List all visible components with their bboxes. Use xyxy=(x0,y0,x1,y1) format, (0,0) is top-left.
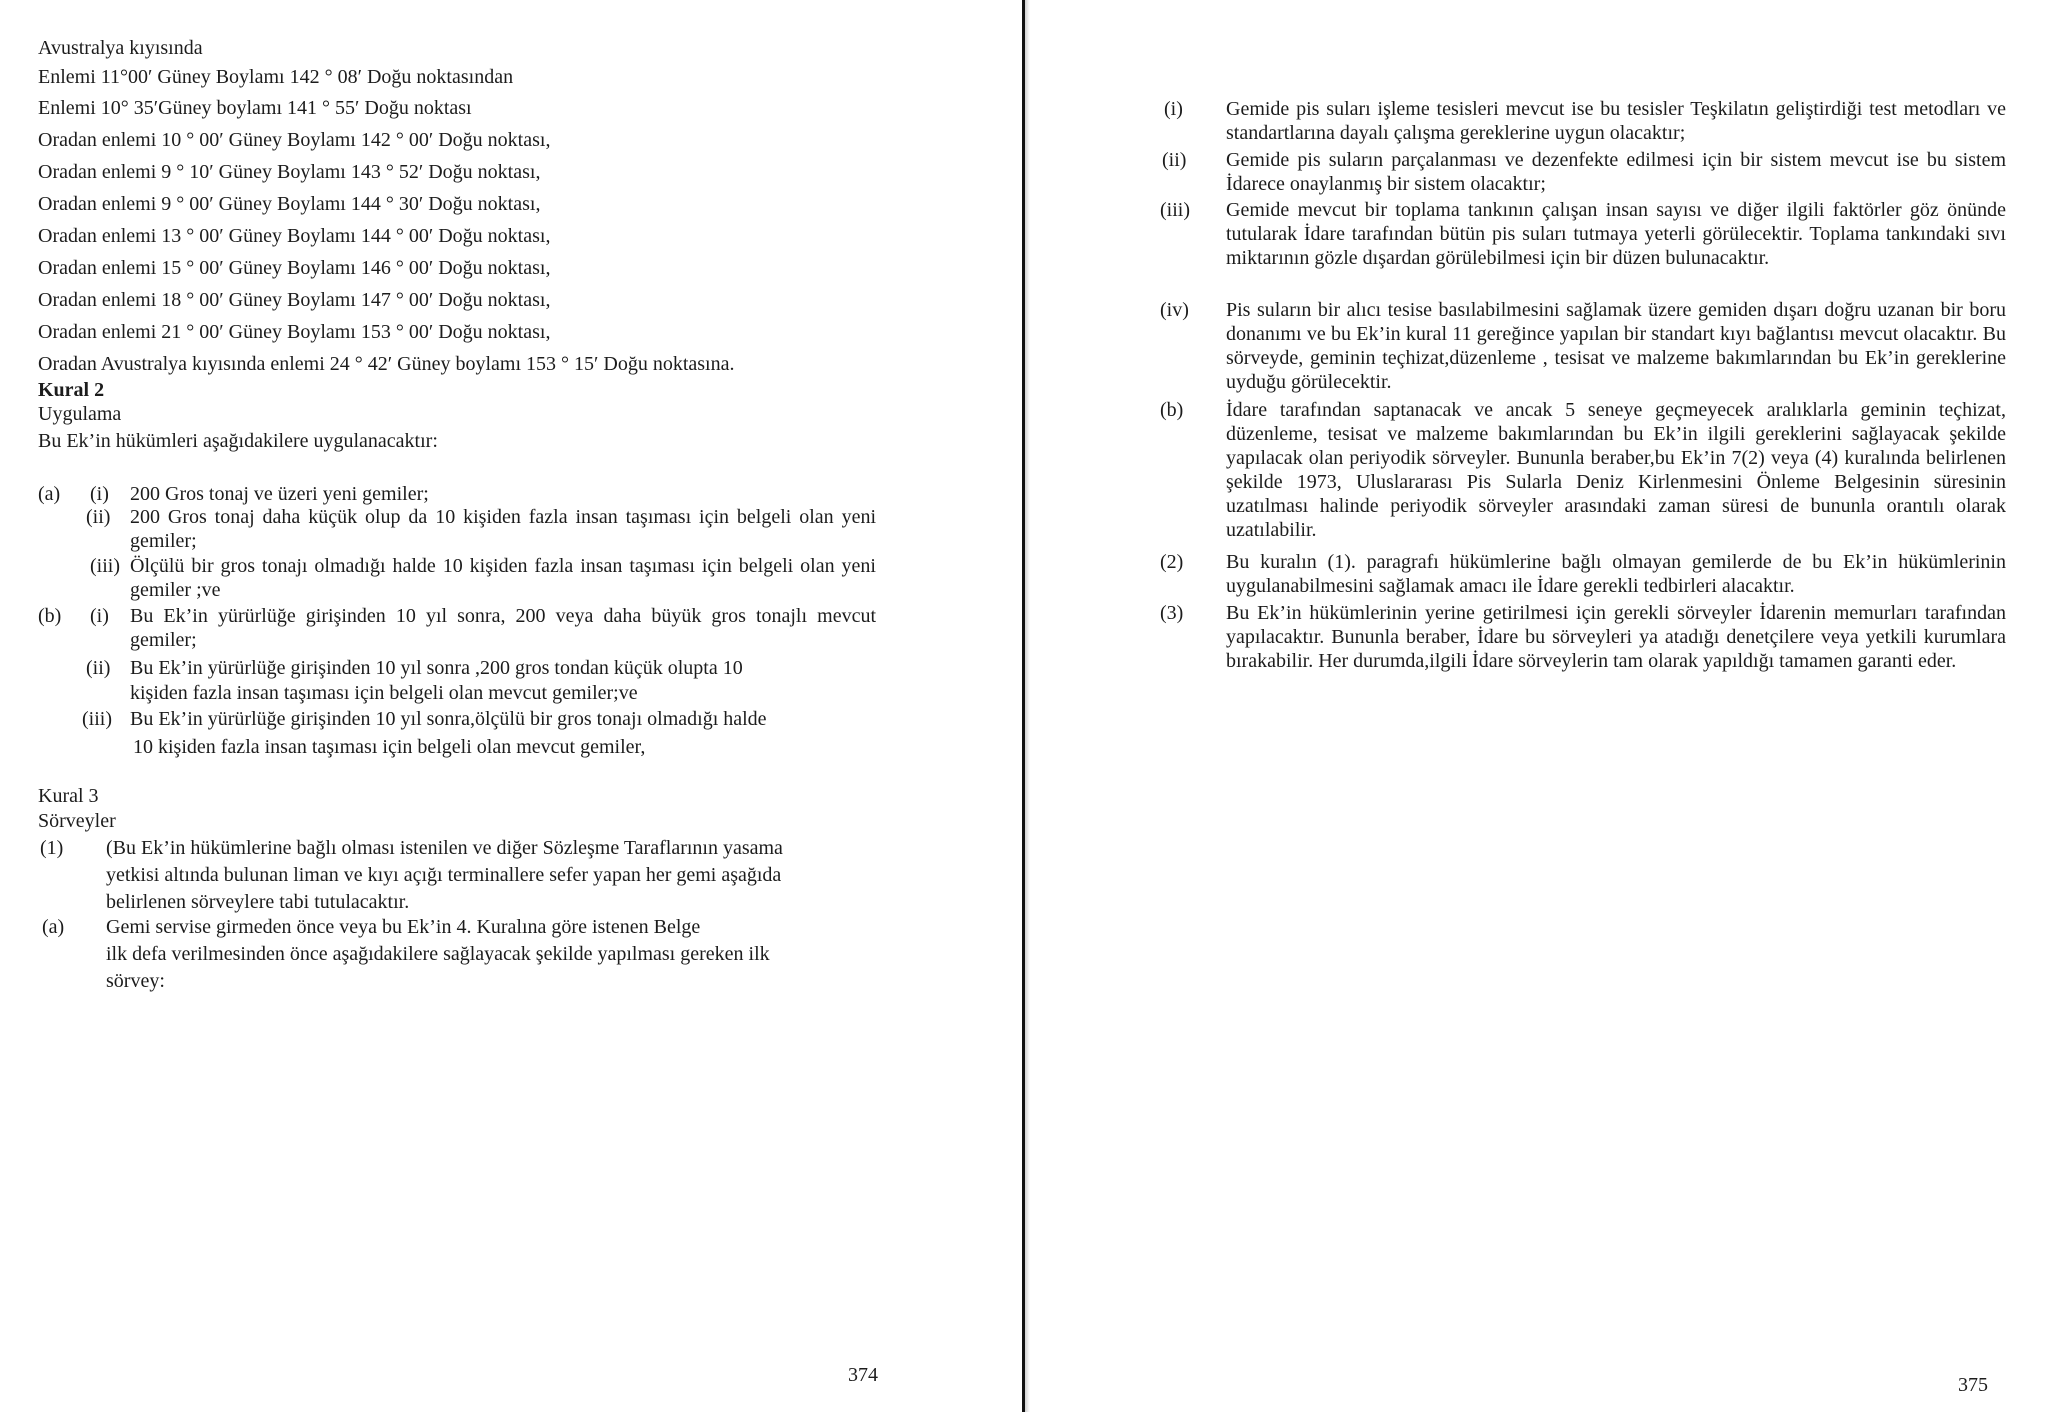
item-text: Gemi servise girmeden önce veya bu Ek’in 4. Kuralına göre istenen Belge xyxy=(106,916,701,938)
item-label: (i) xyxy=(1164,98,1183,120)
item-text: İdare tarafından saptanacak ve ancak 5 seneye geçmeyecek aralıklarla geminin teçhizat, düzenleme, tesisat ve malzeme bakımlarından bu Ek’in ilgili gereklerini sağlayacak şekilde yapılacak olan periyodik sörveyler. Bununla beraber,bu Ek’in 7(2) veya (4) kuralında belirlenen şekilde 1973, Uluslararası Pis Sularla Deniz Kirlenmesini Önleme Belgesinin süresinin uzatılması halinde periyodik sörveyler arasındaki zaman süresi de bununla orantılı olarak uzatılabilir. xyxy=(1226,399,2006,541)
page-number: 375 xyxy=(1958,1374,1988,1396)
item-label: (ii) xyxy=(86,657,111,679)
item-text: Gemide pis suları işleme tesisleri mevcut ise bu tesisler Teşkilatın geliştirdiği test metodları ve standartlarına dayalı çalışma gereklerine uygun olacaktır; xyxy=(1226,98,2006,144)
item-text: kişiden fazla insan taşıması için belgeli olan mevcut gemiler;ve xyxy=(130,682,638,704)
item-text: 10 kişiden fazla insan taşıması için belgeli olan mevcut gemiler, xyxy=(133,736,646,758)
item-text: 200 Gros tonaj daha küçük olup da 10 kişiden fazla insan taşıması için belgeli olan yeni gemiler; xyxy=(130,506,876,552)
item-text: belirlenen sörveylere tabi tutulacaktır. xyxy=(106,891,410,913)
item-label: (iv) xyxy=(1160,299,1189,321)
item-label: (i) xyxy=(90,483,109,505)
item-label: (iii) xyxy=(82,708,112,730)
item-label: (iii) xyxy=(1160,199,1190,221)
item-text: 200 Gros tonaj ve üzeri yeni gemiler; xyxy=(130,483,429,505)
text-line: Oradan enlemi 21 ° 00′ Güney Boylamı 153 ° 00′ Doğu noktası, xyxy=(38,321,551,343)
item-text: Gemide pis suların parçalanması ve dezenfekte edilmesi için bir sistem mevcut ise bu sistem İdarece onaylanmış bir sistem olacaktır; xyxy=(1226,149,2006,195)
item-text: Bu Ek’in yürürlüğe girişinden 10 yıl sonra ,200 gros tondan küçük olupta 10 xyxy=(130,657,743,679)
item-label: (1) xyxy=(40,837,64,859)
item-text: Bu kuralın (1). paragrafı hükümlerine bağlı olmayan gemilerde de bu Ek’in hükümlerinin uygulanabilmesini sağlamak amacı ile İdare gerekli tedbirleri alacaktır. xyxy=(1226,551,2006,597)
text-line: Oradan enlemi 10 ° 00′ Güney Boylamı 142 ° 00′ Doğu noktası, xyxy=(38,129,551,151)
rule-3-heading: Kural 3 xyxy=(38,785,99,807)
item-label: (ii) xyxy=(1162,149,1187,171)
text-line: Oradan enlemi 9 ° 10′ Güney Boylamı 143 ° 52′ Doğu noktası, xyxy=(38,161,541,183)
rule-2-intro: Bu Ek’in hükümleri aşağıdakilere uygulanacaktır: xyxy=(38,430,438,452)
text-line: Oradan enlemi 15 ° 00′ Güney Boylamı 146 ° 00′ Doğu noktası, xyxy=(38,257,551,279)
right-page xyxy=(1030,0,2048,1412)
text-line: Avustralya kıyısında xyxy=(38,37,203,59)
page-number: 374 xyxy=(848,1364,878,1386)
item-text: Gemide mevcut bir toplama tankının çalışan insan sayısı ve diğer ilgili faktörler göz önünde tutularak İdare tarafından bütün pis suları tutmaya yeterli görülecektir. Toplama tankındaki sıvı miktarının gözle dışardan görülebilmesi için bir düzen bulunacaktır. xyxy=(1226,199,2006,269)
text-line: Oradan enlemi 18 ° 00′ Güney Boylamı 147 ° 00′ Doğu noktası, xyxy=(38,289,551,311)
rule-2-subheading: Uygulama xyxy=(38,403,122,425)
item-text: Ölçülü bir gros tonajı olmadığı halde 10 kişiden fazla insan taşıması için belgeli olan yeni gemiler ;ve xyxy=(130,555,876,601)
item-text: ilk defa verilmesinden önce aşağıdakilere sağlayacak şekilde yapılması gereken ilk xyxy=(106,943,770,965)
item-label: (b) xyxy=(1160,399,1184,421)
item-text: Bu Ek’in yürürlüğe girişinden 10 yıl sonra, 200 veya daha büyük gros tonajlı mevcut gemiler; xyxy=(130,605,876,651)
item-label: (3) xyxy=(1160,602,1184,624)
left-page xyxy=(0,0,1022,1412)
text-line: Oradan enlemi 9 ° 00′ Güney Boylamı 144 ° 30′ Doğu noktası, xyxy=(38,193,541,215)
item-label: (a) xyxy=(38,483,61,505)
rule-2-heading: Kural 2 xyxy=(38,379,105,401)
text-line: Oradan Avustralya kıyısında enlemi 24 ° 42′ Güney boylamı 153 ° 15′ Doğu noktasına. xyxy=(38,353,735,375)
item-text: Pis suların bir alıcı tesise basılabilmesini sağlamak üzere gemiden dışarı doğru uzanan bir boru donanımı ve bu Ek’in kural 11 gereğince yapılan bir standart kıyı bağlantısı mevcut olacaktır. Bu sörveyde, geminin teçhizat,düzenleme , tesisat ve malzeme bakımlarından bu Ek’in gereklerine uyduğu görülecektir. xyxy=(1226,299,2006,393)
item-label: (ii) xyxy=(86,506,111,528)
item-text: sörvey: xyxy=(106,970,165,992)
text-line: Enlemi 10° 35′Güney boylamı 141 ° 55′ Doğu noktası xyxy=(38,97,472,119)
item-label: (iii) xyxy=(90,555,120,577)
item-text: Bu Ek’in yürürlüğe girişinden 10 yıl sonra,ölçülü bir gros tonajı olmadığı halde xyxy=(130,708,767,730)
text-line: Enlemi 11°00′ Güney Boylamı 142 ° 08′ Doğu noktasından xyxy=(38,66,514,88)
text-line: Oradan enlemi 13 ° 00′ Güney Boylamı 144 ° 00′ Doğu noktası, xyxy=(38,225,551,247)
item-label: (a) xyxy=(42,916,65,938)
item-label: (2) xyxy=(1160,551,1184,573)
item-text: Bu Ek’in hükümlerinin yerine getirilmesi için gerekli sörveyler İdarenin memurları tarafından yapılacaktır. Bununla beraber, İdare bu sörveyleri ya atadığı denetçilere veya yetkili kurumlara bırakabilir. Her durumda,ilgili İdare sörveylerin tam olarak yapıldığı tamamen garanti eder. xyxy=(1226,602,2006,672)
item-label: (b) xyxy=(38,605,62,627)
rule-3-subheading: Sörveyler xyxy=(38,810,116,832)
item-text: (Bu Ek’in hükümlerine bağlı olması istenilen ve diğer Sözleşme Taraflarının yasama xyxy=(106,837,783,859)
item-label: (i) xyxy=(90,605,109,627)
item-text: yetkisi altında bulunan liman ve kıyı açığı terminallere sefer yapan her gemi aşağıda xyxy=(106,864,782,886)
